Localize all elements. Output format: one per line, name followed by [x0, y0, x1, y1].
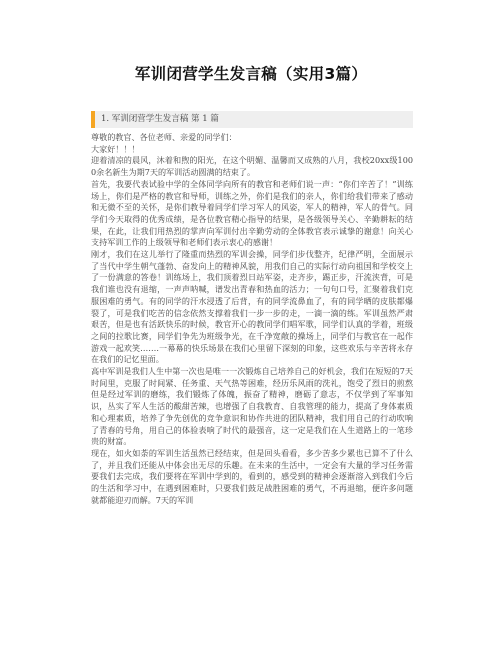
body-paragraph: 高中军训是我们人生中第一次也是唯一一次锻炼自己培养自己的好机会，我们在短短的7天时间里，克服了时间紧、任务重、天气热等困难，经历乐风雨的洗礼，饱受了烈日的煎熬但是经过军训的磨练，我们锻炼了体魄，振奋了精神，磨砺了意志，不仅学到了军事知识，丛实了军人生活的酸甜苦辣，也增强了自我教育、自我管理的能力，提高了身体素质和心理素质，培养了争先创优的竞争意识和协作共进的团队精神，我们用自己的行动吹响了青春的号角，用自己的体验表响了时代的最强音，这一定是我们在人生道路上的一笔珍贵的财富。 — [91, 366, 413, 447]
document-body — [91, 132, 413, 507]
greeting-paragraph: 大家好！！！ — [91, 143, 140, 154]
section-header: 1. 军训闭营学生发言稿 第 1 篇 — [91, 111, 413, 128]
document-title: 军训闭营学生发言稿（实用3篇） — [134, 65, 368, 83]
body-paragraph: 刚才，我们在这儿举行了隆重而热烈的军训会操，同学们步伐整齐，纪律严明，全面展示了当代中学生朝气蓬勃、奋发向上的精神风貌，用我们自己的实际行动向祖国和学校交上了一份满意的答卷！训练场上，我们顶着烈日站军姿，走齐步，踢正步，汗流浃背，可是我们谁也没有退缩，一声声呐喊，谱发出青春和热血的活力；一句句口号，汇聚着我们克服困难的勇气。有的同学的汗水浸透了后背，有的同学流鼻血了，有的同学晒的皮肤都爆裂了，可是我们吃苦的信念依然支撑着我们一步一步的走，一滴一滴的练。军训虽然严肃艰苦，但是也有活跃快乐的时候，教官开心的教同学们唱军歌，同学们认真的学着，班级之间的拉歌比赛，同学们争先为班级争光，在千净宽敞的操场上，同学们与教官在一起作游戏一起欢笑…….一幕幕的快乐场景在我们心里留下深刻的印象，这些欢乐与辛苦将永存在我们的记忆里面。 — [91, 249, 413, 365]
body-paragraph: 首先，我要代表试验中学的全体同学向所有的教官和老师们说一声：“你们辛苦了！”训练场上，你们是严格的教官和导师，训练之外，你们是我们的亲人，你们给我们带来了感动和无微不至的关怀，是你们教导着同学们学习军人的风姿，军人的精神，军人的骨气。同学们今天取得的优秀成绩，是各位教官精心指导的结果，是各级领导关心、辛勤耕耘的结果，在此，让我们用热烈的掌声向军训付出辛勤劳动的全体教官表示诚挚的谢意！向关心支持军训工作的上级领导和老师们表示衷心的感谢！ — [91, 178, 413, 248]
body-paragraph: 现在，如火如荼的军训生活虽然已经结束，但是回头看看，多少苦多少累也已算不了什么了，并且我们还能从中体会出无尽的乐趣。在未来的生活中，一定会有大量的学习任务需要我们去完成，我们要将在军训中学到的，看到的，感受到的精神会逐渐溶入到我们今后的生活和学习中，在遇到困难时，只要我们鼓足战胜困难的勇气，不再退缩，便许多问题就都能迎刃而解。7天的军训 — [91, 447, 413, 505]
body-paragraph: 迎着清凉的晨风，沐着和煦的阳光，在这个明媚、温馨而又成熟的八月，我校20xx级1000余名新生为期7天的军训活动圆满的结束了。 — [91, 155, 413, 178]
salutation-paragraph: 尊敬的教官、各位老师、亲爱的同学们： — [91, 132, 237, 142]
